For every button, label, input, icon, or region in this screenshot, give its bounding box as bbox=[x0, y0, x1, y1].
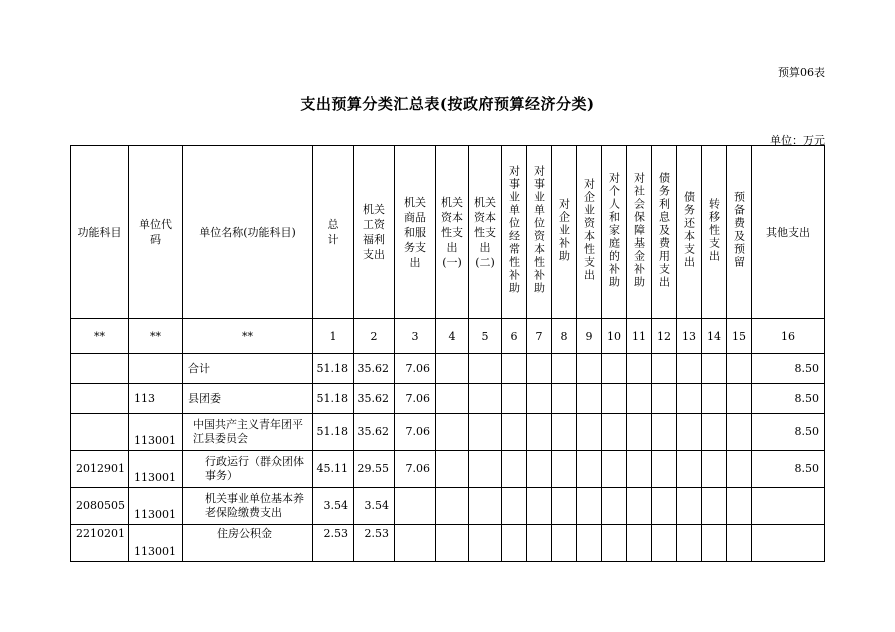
index-cell: 9 bbox=[577, 319, 602, 354]
header-col-12: 债务还本支出 bbox=[677, 146, 702, 319]
func-subject-cell: 2012901 bbox=[71, 451, 129, 488]
index-row bbox=[71, 319, 825, 354]
header-unit-name: 单位名称(功能科目) bbox=[183, 146, 313, 319]
func-subject-cell bbox=[71, 354, 129, 384]
wage-cell: 3.54 bbox=[354, 488, 395, 525]
expenditure-summary-table bbox=[70, 145, 825, 562]
index-cell: 5 bbox=[469, 319, 502, 354]
func-subject-cell: 2210201 bbox=[71, 525, 129, 562]
total-cell: 45.11 bbox=[313, 451, 354, 488]
index-cell: 1 bbox=[313, 319, 354, 354]
goods-services-cell: 7.06 bbox=[395, 354, 436, 384]
table-row bbox=[71, 488, 825, 525]
table-row bbox=[71, 451, 825, 488]
unit-name-cell: 合计 bbox=[183, 354, 313, 384]
wage-cell: 29.55 bbox=[354, 451, 395, 488]
unit-code-cell: 113001 bbox=[129, 488, 183, 525]
header-unit-code: 单位代码 bbox=[129, 146, 183, 319]
other-cell bbox=[752, 525, 825, 562]
header-col-3: 机关资本性支出(一) bbox=[436, 146, 469, 319]
wage-cell: 35.62 bbox=[354, 414, 395, 451]
index-cell: 13 bbox=[677, 319, 702, 354]
unit-code-cell: 113 bbox=[129, 384, 183, 414]
unit-name-cell: 住房公积金 bbox=[183, 525, 313, 562]
total-cell: 51.18 bbox=[313, 414, 354, 451]
header-col-13: 转移性支出 bbox=[702, 146, 727, 319]
index-cell: 10 bbox=[602, 319, 627, 354]
header-total: 总计 bbox=[313, 146, 354, 319]
wage-cell: 35.62 bbox=[354, 384, 395, 414]
header-col-11: 债务利息及费用支出 bbox=[652, 146, 677, 319]
goods-services-cell: 7.06 bbox=[395, 384, 436, 414]
index-cell: 15 bbox=[727, 319, 752, 354]
header-col-15: 其他支出 bbox=[752, 146, 825, 319]
header-func-subject: 功能科目 bbox=[71, 146, 129, 319]
form-code: 预算06表 bbox=[778, 66, 825, 79]
total-cell: 3.54 bbox=[313, 488, 354, 525]
goods-services-cell bbox=[395, 488, 436, 525]
total-cell: 2.53 bbox=[313, 525, 354, 562]
index-cell: 3 bbox=[395, 319, 436, 354]
index-cell: 11 bbox=[627, 319, 652, 354]
index-cell: 6 bbox=[502, 319, 527, 354]
header-col-8: 对企业资本性支出 bbox=[577, 146, 602, 319]
other-cell bbox=[752, 488, 825, 525]
index-cell: 7 bbox=[527, 319, 552, 354]
other-cell: 8.50 bbox=[752, 384, 825, 414]
header-col-7: 对企业补助 bbox=[552, 146, 577, 319]
func-subject-cell bbox=[71, 384, 129, 414]
index-cell: ** bbox=[183, 319, 313, 354]
unit-name-cell: 县团委 bbox=[183, 384, 313, 414]
header-col-14: 预备费及预留 bbox=[727, 146, 752, 319]
wage-cell: 2.53 bbox=[354, 525, 395, 562]
unit-code-cell bbox=[129, 354, 183, 384]
unit-code-cell: 113001 bbox=[129, 525, 183, 562]
func-subject-cell: 2080505 bbox=[71, 488, 129, 525]
table-row bbox=[71, 414, 825, 451]
header-col-1: 机关工资福利支出 bbox=[354, 146, 395, 319]
other-cell: 8.50 bbox=[752, 414, 825, 451]
index-cell: 14 bbox=[702, 319, 727, 354]
other-cell: 8.50 bbox=[752, 451, 825, 488]
index-cell: 12 bbox=[652, 319, 677, 354]
other-cell: 8.50 bbox=[752, 354, 825, 384]
wage-cell: 35.62 bbox=[354, 354, 395, 384]
table-row bbox=[71, 354, 825, 384]
total-cell: 51.18 bbox=[313, 384, 354, 414]
goods-services-cell bbox=[395, 525, 436, 562]
unit-code-cell: 113001 bbox=[129, 414, 183, 451]
header-col-10: 对社会保障基金补助 bbox=[627, 146, 652, 319]
header-col-2: 机关商品和服务支出 bbox=[395, 146, 436, 319]
index-cell: ** bbox=[129, 319, 183, 354]
page-title: 支出预算分类汇总表(按政府预算经济分类) bbox=[300, 95, 595, 113]
header-col-4: 机关资本性支出(二) bbox=[469, 146, 502, 319]
goods-services-cell: 7.06 bbox=[395, 414, 436, 451]
unit-name-cell: 行政运行（群众团体事务） bbox=[183, 451, 313, 488]
unit-label: 单位：万元 bbox=[770, 134, 825, 147]
total-cell: 51.18 bbox=[313, 354, 354, 384]
header-col-9: 对个人和家庭的补助 bbox=[602, 146, 627, 319]
index-cell: 16 bbox=[752, 319, 825, 354]
index-cell: 8 bbox=[552, 319, 577, 354]
func-subject-cell bbox=[71, 414, 129, 451]
index-cell: ** bbox=[71, 319, 129, 354]
unit-code-cell: 113001 bbox=[129, 451, 183, 488]
table-row bbox=[71, 525, 825, 562]
unit-name-cell: 中国共产主义青年团平江县委员会 bbox=[183, 414, 313, 451]
header-col-6: 对事业单位资本性补助 bbox=[527, 146, 552, 319]
index-cell: 2 bbox=[354, 319, 395, 354]
header-col-5: 对事业单位经常性补助 bbox=[502, 146, 527, 319]
index-cell: 4 bbox=[436, 319, 469, 354]
table-row bbox=[71, 384, 825, 414]
goods-services-cell: 7.06 bbox=[395, 451, 436, 488]
unit-name-cell: 机关事业单位基本养老保险缴费支出 bbox=[183, 488, 313, 525]
